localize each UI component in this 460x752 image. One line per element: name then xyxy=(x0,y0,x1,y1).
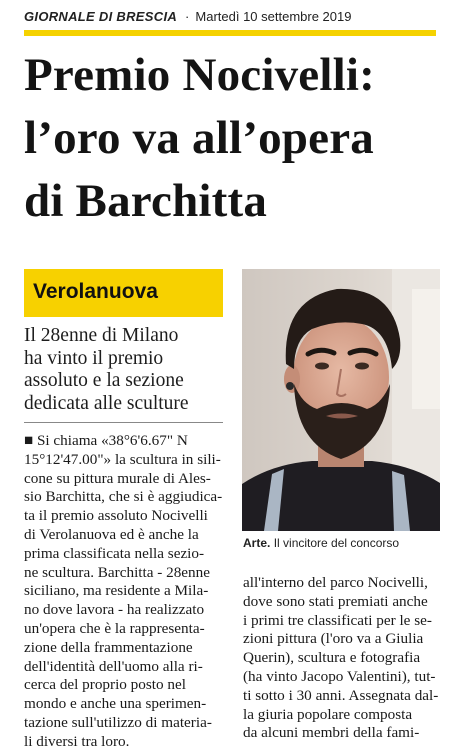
body-line: tazione sull'utilizzo di materia- xyxy=(24,713,212,731)
body-column-left xyxy=(24,432,229,752)
body-line: zioni pittura (l'oro va a Giulia xyxy=(243,630,424,648)
headline-line: di Barchitta xyxy=(24,175,268,227)
body-line: un'opera che è la rappresenta- xyxy=(24,619,205,637)
body-line: all'interno del parco Nocivelli, xyxy=(243,574,428,591)
body-line: siciliano, ma residente a Mila- xyxy=(24,582,209,600)
masthead xyxy=(24,9,436,24)
caption-label: Arte. xyxy=(243,536,271,550)
body-line: di Verolanuova ed è anche la xyxy=(24,525,199,543)
subhead-line: Il 28enne di Milano xyxy=(24,325,179,346)
subhead-line: assoluto e la sezione xyxy=(24,370,184,391)
body-line: dove sono stati premiati anche xyxy=(243,592,428,610)
body-line: ne scultura. Barchitta - 28enne xyxy=(24,563,210,581)
body-line: mondo e anche una sperimen- xyxy=(24,695,207,713)
portrait-photo xyxy=(242,269,440,531)
body-line: prima classificata nella sezio- xyxy=(24,544,205,562)
portrait-image xyxy=(242,269,440,531)
body-line: da alcuni membri della fami- xyxy=(243,724,420,742)
subhead-divider xyxy=(24,422,223,423)
caption-text: Il vincitore del concorso xyxy=(273,536,400,550)
body-column-right xyxy=(243,574,443,743)
body-line: li diversi tra loro. xyxy=(24,732,130,750)
body-line: sio Barchitta, che si è aggiudica- xyxy=(24,488,223,506)
header-rule xyxy=(24,30,436,36)
headline-line: Premio Nocivelli: xyxy=(24,49,375,101)
body-line: Querin), scultura e fotografia xyxy=(243,649,421,667)
body-line: (ha vinto Jacopo Valentini), tut- xyxy=(243,667,436,685)
body-line: ta il premio assoluto Nocivelli xyxy=(24,507,208,525)
issue-date: Martedì 10 settembre 2019 xyxy=(195,9,352,24)
body-line: cerca del proprio posto nel xyxy=(24,676,186,694)
body-line: dell'identità dell'uomo alla ri- xyxy=(24,657,203,675)
body-line: ■ Si chiama «38°6'6.67" N xyxy=(24,432,188,449)
body-line: zione della frammentazione xyxy=(24,638,193,656)
newspaper-name: GIORNALE DI BRESCIA xyxy=(24,9,178,24)
body-line: la giuria popolare composta xyxy=(243,705,413,723)
subhead-line: ha vinto il premio xyxy=(24,347,164,369)
section-label: Verolanuova xyxy=(33,280,158,303)
body-line: 15°12'47.00"» la scultura in sili- xyxy=(24,450,221,468)
body-line: no dove lavora - ha realizzato xyxy=(24,601,205,619)
article-subhead xyxy=(24,325,234,415)
body-line: cone su pittura murale di Ales- xyxy=(24,469,211,487)
headline-line: l’oro va all’opera xyxy=(24,112,374,164)
subhead-line: dedicata alle sculture xyxy=(24,392,189,414)
photo-caption xyxy=(243,536,443,550)
masthead-separator: · xyxy=(185,9,190,24)
article-headline xyxy=(24,44,444,233)
section-label-box xyxy=(24,269,223,317)
body-line: i primi tre classificati per le se- xyxy=(243,611,432,629)
body-line: ti sotto i 30 anni. Assegnata dal- xyxy=(243,686,439,704)
